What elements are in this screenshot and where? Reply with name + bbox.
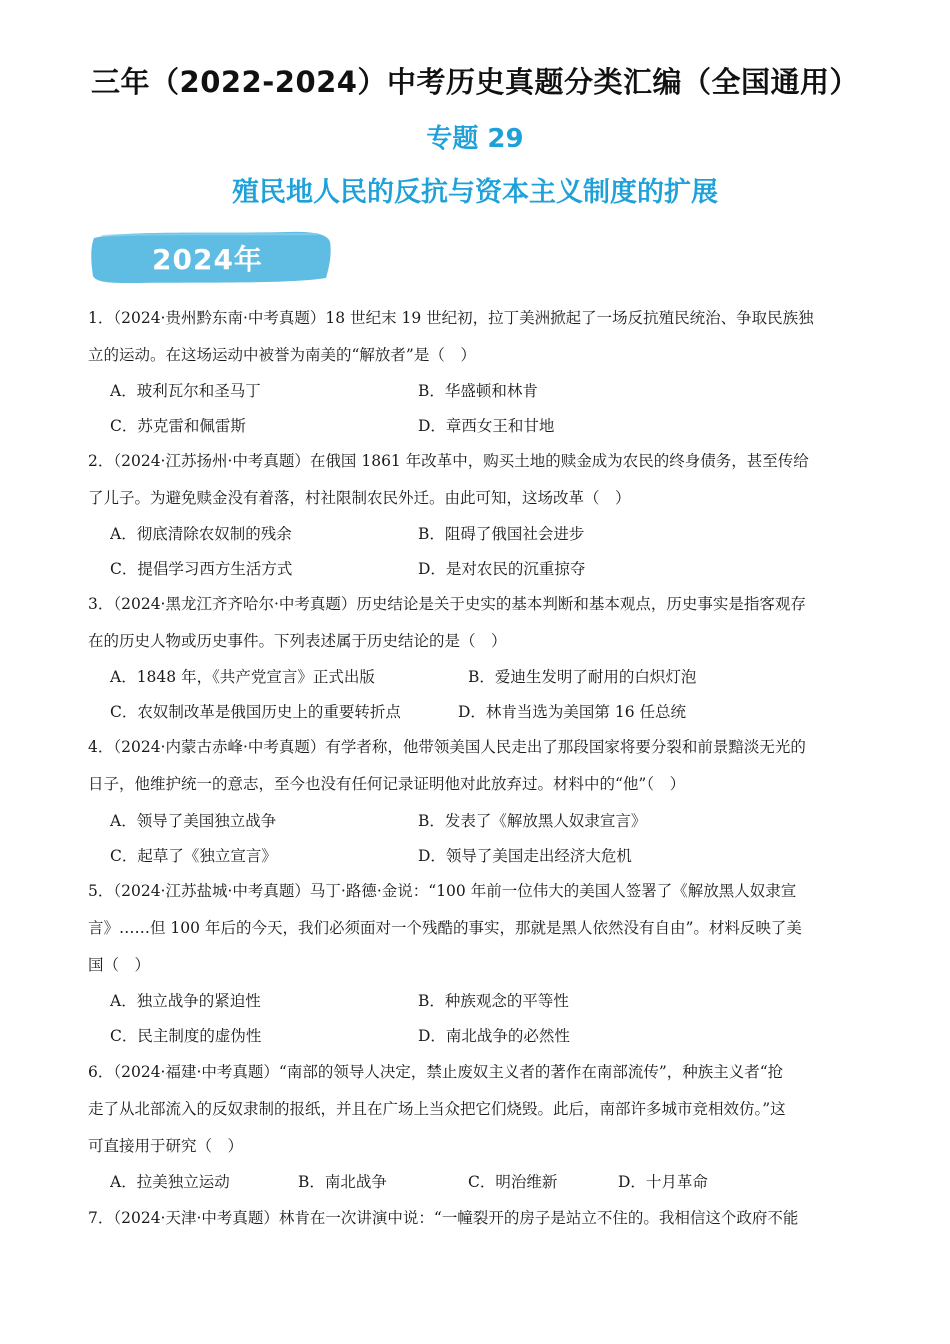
year-badge [88, 228, 334, 286]
question-3-line-1: 3．（2024·黑龙江齐齐哈尔·中考真题）历史结论是关于史实的基本判断和基本观点，历史事实是指客观存 [88, 595, 806, 613]
question-1-option-b: B．华盛顿和林肯 [418, 382, 538, 400]
question-2-option-c: C．提倡学习西方生活方式 [110, 560, 293, 578]
question-6-line-2: 走了从北部流入的反奴隶制的报纸，并且在广场上当众把它们烧毁。此后，南部许多城市竞相效仿。”这 [88, 1100, 786, 1118]
question-1-option-d: D．章西女王和甘地 [418, 417, 555, 435]
document-title: 三年（2022-2024）中考历史真题分类汇编（全国通用） [91, 65, 859, 99]
question-4-line-2: 日子，他维护统一的意志，至今也没有任何记录证明他对此放弃过。材料中的“他”（ ） [88, 775, 686, 793]
question-6-option-d: D．十月革命 [618, 1173, 708, 1191]
question-3-option-c: C．农奴制改革是俄国历史上的重要转折点 [110, 703, 401, 721]
question-5-option-a: A．独立战争的紧迫性 [110, 992, 261, 1010]
topic-title: 殖民地人民的反抗与资本主义制度的扩展 [232, 177, 718, 208]
question-5-option-d: D．南北战争的必然性 [418, 1027, 570, 1045]
question-4-option-a: A．领导了美国独立战争 [110, 812, 277, 830]
question-2-option-d: D．是对农民的沉重掠夺 [418, 560, 586, 578]
question-6-line-3: 可直接用于研究（ ） [88, 1137, 244, 1155]
question-6-option-c: C．明治维新 [468, 1173, 558, 1191]
question-3-option-a: A．1848 年，《共产党宣言》正式出版 [110, 668, 375, 686]
question-3-option-b: B．爱迪生发明了耐用的白炽灯泡 [468, 668, 697, 686]
question-4-option-d: D．领导了美国走出经济大危机 [418, 847, 632, 865]
question-2-line-2: 了儿子。为避免赎金没有着落，村社限制农民外迁。由此可知，这场改革（ ） [88, 489, 631, 507]
question-1-option-a: A．玻利瓦尔和圣马丁 [110, 382, 261, 400]
question-5-option-c: C．民主制度的虚伪性 [110, 1027, 262, 1045]
question-3-option-d: D．林肯当选为美国第 16 任总统 [458, 703, 687, 721]
question-1-line-1: 1．（2024·贵州黔东南·中考真题）18 世纪末 19 世纪初，拉丁美洲掀起了一场反抗殖民统治、争取民族独 [88, 309, 814, 327]
question-5-option-b: B．种族观念的平等性 [418, 992, 569, 1010]
question-2-option-a: A．彻底清除农奴制的残余 [110, 525, 292, 543]
question-5-line-2: 言》……但 100 年后的今天，我们必须面对一个残酷的事实，那就是黑人依然没有自由”。材料反映了美 [88, 919, 802, 937]
question-6-option-a: A．拉美独立运动 [110, 1173, 230, 1191]
question-5-line-1: 5．（2024·江苏盐城·中考真题）马丁·路德·金说：“100 年前一位伟大的美国人签署了《解放黑人奴隶宣 [88, 882, 797, 900]
question-6-line-1: 6．（2024·福建·中考真题）“南部的领导人决定，禁止废奴主义者的著作在南部流传”，种族主义者“抢 [88, 1063, 784, 1081]
question-1-option-c: C．苏克雷和佩雷斯 [110, 417, 246, 435]
question-6-option-b: B．南北战争 [298, 1173, 387, 1191]
question-7-line-1: 7．（2024·天津·中考真题）林肯在一次讲演中说：“一幢裂开的房子是站立不住的。我相信这个政府不能 [88, 1209, 799, 1227]
question-2-line-1: 2．（2024·江苏扬州·中考真题）在俄国 1861 年改革中，购买土地的赎金成为农民的终身债务，甚至传给 [88, 452, 809, 470]
topic-number: 专题 29 [426, 124, 524, 154]
question-1-line-2: 立的运动。在这场运动中被誉为南美的“解放者”是（ ） [88, 346, 476, 364]
question-4-line-1: 4．（2024·内蒙古赤峰·中考真题）有学者称，他带领美国人民走出了那段国家将要分裂和前景黯淡无光的 [88, 738, 806, 756]
question-3-line-2: 在的历史人物或历史事件。下列表述属于历史结论的是（ ） [88, 632, 507, 650]
question-4-option-b: B．发表了《解放黑人奴隶宣言》 [418, 812, 647, 830]
year-badge-label: 2024年 [152, 243, 263, 276]
question-5-line-3: 国（ ） [88, 956, 151, 974]
question-4-option-c: C．起草了《独立宣言》 [110, 847, 277, 865]
question-2-option-b: B．阻碍了俄国社会进步 [418, 525, 585, 543]
